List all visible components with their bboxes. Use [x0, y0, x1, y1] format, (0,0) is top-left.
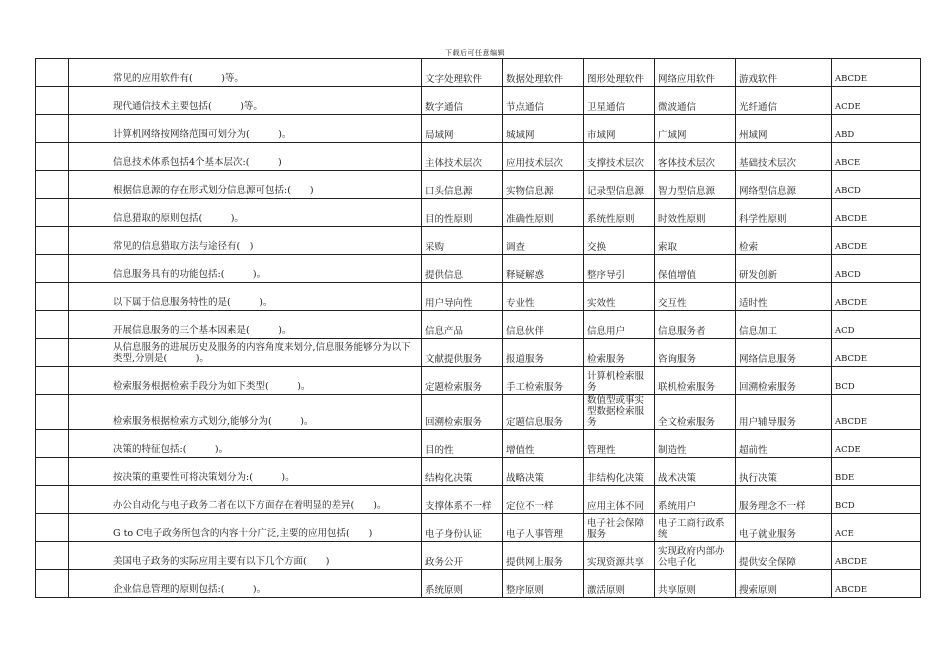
answer-cell: ABCE — [832, 143, 921, 171]
option-cell-b: 数据处理软件 — [503, 59, 584, 87]
answer-cell: ACD — [832, 311, 921, 339]
option-cell-a: 数字通信 — [422, 87, 503, 115]
option-cell-b: 整序原则 — [503, 570, 584, 598]
row-index-cell — [36, 367, 69, 395]
option-cell-d: 共享原则 — [655, 570, 736, 598]
question-cell: 美国电子政务的实际应用主要有以下几个方面( ) — [69, 542, 422, 570]
option-cell-a: 支撑体系不一样 — [422, 486, 503, 514]
option-cell-d: 实现政府内部办公电子化 — [655, 542, 736, 570]
option-cell-d: 广域网 — [655, 115, 736, 143]
option-cell-a: 局域网 — [422, 115, 503, 143]
option-cell-c: 整序导引 — [584, 255, 655, 283]
question-cell: 开展信息服务的三个基本因素是( )。 — [69, 311, 422, 339]
question-cell: 信息服务具有的功能包括:( )。 — [69, 255, 422, 283]
table-row — [36, 115, 921, 143]
row-index-cell — [36, 311, 69, 339]
option-cell-d: 系统用户 — [655, 486, 736, 514]
option-cell-b: 战略决策 — [503, 458, 584, 486]
answer-cell: BCD — [832, 486, 921, 514]
option-cell-c: 激活原则 — [584, 570, 655, 598]
question-cell: 企业信息管理的原则包括:( )。 — [69, 570, 422, 598]
option-cell-c: 记录型信息源 — [584, 171, 655, 199]
option-cell-c: 应用主体不同 — [584, 486, 655, 514]
question-cell: G to C电子政务所包含的内容十分广泛,主要的应用包括( ) — [69, 514, 422, 542]
option-cell-c: 系统性原则 — [584, 199, 655, 227]
row-index-cell — [36, 458, 69, 486]
question-cell: 现代通信技术主要包括( )等。 — [69, 87, 422, 115]
table-row — [36, 339, 921, 367]
answer-cell: ABCDE — [832, 227, 921, 255]
row-index-cell — [36, 255, 69, 283]
option-cell-a: 目的性 — [422, 430, 503, 458]
row-index-cell — [36, 430, 69, 458]
option-cell-d: 战术决策 — [655, 458, 736, 486]
option-cell-e: 网络信息服务 — [736, 339, 832, 367]
row-index-cell — [36, 486, 69, 514]
option-cell-d: 全文检索服务 — [655, 395, 736, 430]
table-row — [36, 542, 921, 570]
option-cell-b: 报道服务 — [503, 339, 584, 367]
option-cell-b: 城域网 — [503, 115, 584, 143]
answer-cell: ABCDE — [832, 339, 921, 367]
option-cell-d: 电子工商行政系统 — [655, 514, 736, 542]
question-cell: 办公自动化与电子政务二者在以下方面存在着明显的差异( )。 — [69, 486, 422, 514]
option-cell-d: 信息服务者 — [655, 311, 736, 339]
option-cell-c: 实效性 — [584, 283, 655, 311]
option-cell-c: 信息用户 — [584, 311, 655, 339]
question-cell: 信息猎取的原则包括( )。 — [69, 199, 422, 227]
option-cell-a: 文字处理软件 — [422, 59, 503, 87]
option-cell-d: 智力型信息源 — [655, 171, 736, 199]
option-cell-a: 电子身份认证 — [422, 514, 503, 542]
answer-cell: ACDE — [832, 430, 921, 458]
answer-cell: ABCD — [832, 171, 921, 199]
option-cell-d: 保值增值 — [655, 255, 736, 283]
row-index-cell — [36, 59, 69, 87]
option-cell-b: 定位不一样 — [503, 486, 584, 514]
option-cell-a: 文献提供服务 — [422, 339, 503, 367]
option-cell-c: 非结构化决策 — [584, 458, 655, 486]
option-cell-b: 增值性 — [503, 430, 584, 458]
question-cell: 根据信息源的存在形式划分信息源可包括:( ) — [69, 171, 422, 199]
option-cell-e: 搜索原则 — [736, 570, 832, 598]
option-cell-a: 政务公开 — [422, 542, 503, 570]
option-cell-c: 检索服务 — [584, 339, 655, 367]
option-cell-d: 客体技术层次 — [655, 143, 736, 171]
option-cell-d: 微波通信 — [655, 87, 736, 115]
table-row — [36, 570, 921, 598]
option-cell-a: 定题检索服务 — [422, 367, 503, 395]
table-row — [36, 311, 921, 339]
option-cell-b: 实物信息源 — [503, 171, 584, 199]
question-cell: 决策的特征包括:( )。 — [69, 430, 422, 458]
option-cell-a: 口头信息源 — [422, 171, 503, 199]
option-cell-e: 电子就业服务 — [736, 514, 832, 542]
option-cell-e: 网络型信息源 — [736, 171, 832, 199]
option-cell-b: 准确性原则 — [503, 199, 584, 227]
table-row — [36, 458, 921, 486]
answer-cell: ACE — [832, 514, 921, 542]
answer-cell: ABCDE — [832, 199, 921, 227]
row-index-cell — [36, 283, 69, 311]
option-cell-a: 回溯检索服务 — [422, 395, 503, 430]
question-cell: 信息技术体系包括4个基本层次:( ) — [69, 143, 422, 171]
question-cell: 计算机网络按网络范围可划分为( )。 — [69, 115, 422, 143]
option-cell-e: 游戏软件 — [736, 59, 832, 87]
option-cell-b: 应用技术层次 — [503, 143, 584, 171]
option-cell-c: 卫星通信 — [584, 87, 655, 115]
option-cell-e: 回溯检索服务 — [736, 367, 832, 395]
option-cell-d: 制造性 — [655, 430, 736, 458]
table-row — [36, 283, 921, 311]
option-cell-d: 咨询服务 — [655, 339, 736, 367]
answer-cell: ABCDE — [832, 395, 921, 430]
answer-cell: BCD — [832, 367, 921, 395]
row-index-cell — [36, 171, 69, 199]
option-cell-b: 专业性 — [503, 283, 584, 311]
table-row — [36, 367, 921, 395]
table-row — [36, 171, 921, 199]
option-cell-a: 主体技术层次 — [422, 143, 503, 171]
option-cell-a: 目的性原则 — [422, 199, 503, 227]
option-cell-a: 结构化决策 — [422, 458, 503, 486]
option-cell-c: 数值型或事实型数据检索服务 — [584, 395, 655, 430]
row-index-cell — [36, 87, 69, 115]
option-cell-d: 联机检索服务 — [655, 367, 736, 395]
row-index-cell — [36, 570, 69, 598]
table-row — [36, 59, 921, 87]
question-cell: 检索服务根据检索方式划分,能够分为( )。 — [69, 395, 422, 430]
row-index-cell — [36, 542, 69, 570]
table-row — [36, 430, 921, 458]
option-cell-c: 电子社会保障服务 — [584, 514, 655, 542]
option-cell-d: 交互性 — [655, 283, 736, 311]
option-cell-d: 索取 — [655, 227, 736, 255]
option-cell-d: 时效性原则 — [655, 199, 736, 227]
table-row — [36, 199, 921, 227]
option-cell-e: 适时性 — [736, 283, 832, 311]
option-cell-b: 提供网上服务 — [503, 542, 584, 570]
option-cell-a: 信息产品 — [422, 311, 503, 339]
page-header: 下载后可任意编辑 — [445, 49, 505, 57]
option-cell-b: 释疑解惑 — [503, 255, 584, 283]
option-cell-c: 交换 — [584, 227, 655, 255]
option-cell-b: 电子人事管理 — [503, 514, 584, 542]
row-index-cell — [36, 143, 69, 171]
row-index-cell — [36, 395, 69, 430]
option-cell-e: 科学性原则 — [736, 199, 832, 227]
option-cell-c: 实现资源共享 — [584, 542, 655, 570]
option-cell-a: 用户导向性 — [422, 283, 503, 311]
option-cell-c: 管理性 — [584, 430, 655, 458]
table-row — [36, 143, 921, 171]
question-cell: 检索服务根据检索手段分为如下类型( )。 — [69, 367, 422, 395]
option-cell-e: 执行决策 — [736, 458, 832, 486]
answer-cell: ABCDE — [832, 542, 921, 570]
question-table-body — [36, 59, 921, 598]
answer-cell: ABCDE — [832, 283, 921, 311]
row-index-cell — [36, 115, 69, 143]
option-cell-c: 计算机检索服务 — [584, 367, 655, 395]
row-index-cell — [36, 514, 69, 542]
row-index-cell — [36, 199, 69, 227]
question-cell: 常见的应用软件有( )等。 — [69, 59, 422, 87]
table-row — [36, 486, 921, 514]
option-cell-e: 服务理念不一样 — [736, 486, 832, 514]
option-cell-e: 超前性 — [736, 430, 832, 458]
table-row — [36, 255, 921, 283]
table-row — [36, 87, 921, 115]
answer-cell: ABCDE — [832, 59, 921, 87]
option-cell-b: 定题信息服务 — [503, 395, 584, 430]
option-cell-b: 调查 — [503, 227, 584, 255]
option-cell-a: 系统原则 — [422, 570, 503, 598]
option-cell-d: 网络应用软件 — [655, 59, 736, 87]
option-cell-e: 研发创新 — [736, 255, 832, 283]
option-cell-c: 图形处理软件 — [584, 59, 655, 87]
option-cell-a: 采购 — [422, 227, 503, 255]
row-index-cell — [36, 227, 69, 255]
question-cell: 从信息服务的进展历史及服务的内容角度来划分,信息服务能够分为以下类型,分别是( )。 — [69, 339, 422, 367]
question-table — [35, 58, 921, 598]
row-index-cell — [36, 339, 69, 367]
option-cell-b: 手工检索服务 — [503, 367, 584, 395]
option-cell-e: 光纤通信 — [736, 87, 832, 115]
table-row — [36, 514, 921, 542]
answer-cell: ACDE — [832, 87, 921, 115]
question-cell: 常见的信息猎取方法与途径有( ) — [69, 227, 422, 255]
option-cell-e: 州域网 — [736, 115, 832, 143]
table-row — [36, 395, 921, 430]
option-cell-e: 提供安全保障 — [736, 542, 832, 570]
answer-cell: ABD — [832, 115, 921, 143]
option-cell-b: 节点通信 — [503, 87, 584, 115]
table-row — [36, 227, 921, 255]
answer-cell: ABCD — [832, 255, 921, 283]
question-cell: 以下属于信息服务特性的是( )。 — [69, 283, 422, 311]
option-cell-e: 基础技术层次 — [736, 143, 832, 171]
option-cell-a: 提供信息 — [422, 255, 503, 283]
option-cell-e: 信息加工 — [736, 311, 832, 339]
answer-cell: BDE — [832, 458, 921, 486]
question-cell: 按决策的重要性可将决策划分为:( )。 — [69, 458, 422, 486]
option-cell-e: 用户辅导服务 — [736, 395, 832, 430]
option-cell-b: 信息伙伴 — [503, 311, 584, 339]
option-cell-c: 支撑技术层次 — [584, 143, 655, 171]
answer-cell: ABCDE — [832, 570, 921, 598]
option-cell-c: 市域网 — [584, 115, 655, 143]
option-cell-e: 检索 — [736, 227, 832, 255]
